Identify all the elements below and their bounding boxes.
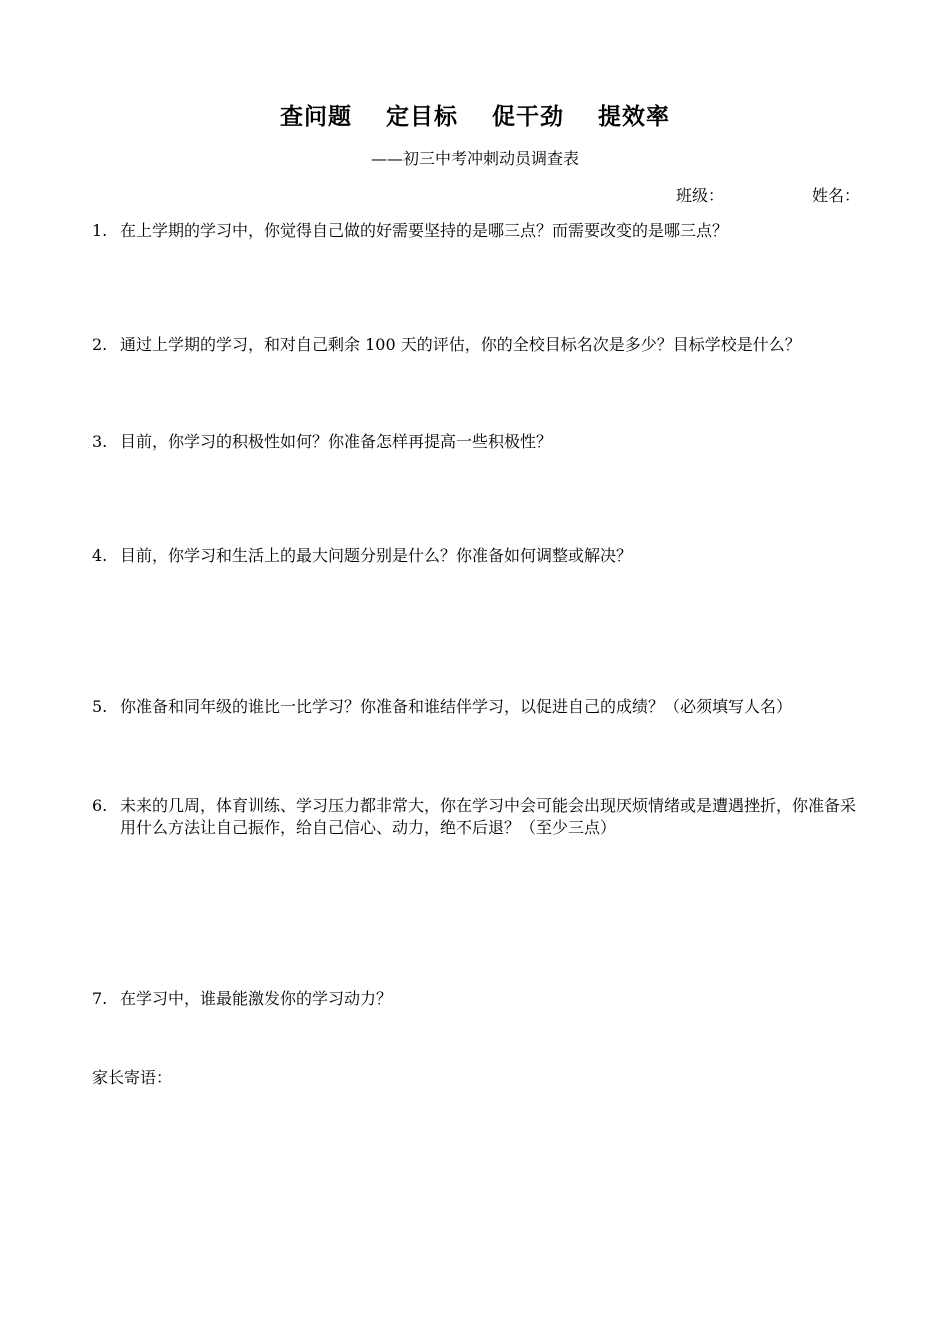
question-3: [92, 431, 862, 453]
title-part-2: 定目标: [386, 104, 458, 130]
student-info: [676, 183, 860, 206]
question-2: [92, 334, 862, 356]
question-1: [92, 220, 862, 242]
page-title: [0, 98, 950, 131]
question-number: 7.: [92, 989, 108, 1008]
parent-note-label: 家长寄语：: [92, 1068, 173, 1087]
question-number: 1.: [92, 221, 108, 240]
name-label: 姓名：: [811, 186, 860, 205]
question-text: 未来的几周，体育训练、学习压力都非常大，你在学习中会可能会出现厌烦情绪或是遭遇挫折，你准备采用什么方法让自己振作，给自己信心、动力，绝不后退？（至少三点）: [120, 796, 857, 837]
question-text: 目前，你学习和生活上的最大问题分别是什么？你准备如何调整或解决？: [120, 546, 633, 565]
question-text: 通过上学期的学习，和对自己剩余 100 天的评估，你的全校目标名次是多少？目标学校是什么？: [120, 335, 801, 354]
question-4: [92, 545, 862, 567]
class-label: 班级：: [675, 186, 724, 205]
title-part-1: 查问题: [280, 104, 352, 130]
question-text: 在上学期的学习中，你觉得自己做的好需要坚持的是哪三点？而需要改变的是哪三点？: [120, 221, 729, 240]
question-number: 3.: [92, 432, 108, 451]
question-number: 2.: [92, 335, 108, 354]
question-number: 6.: [92, 796, 108, 815]
question-number: 4.: [92, 546, 108, 565]
title-part-3: 促干劲: [492, 104, 564, 130]
title-part-4: 提效率: [598, 104, 670, 130]
question-number: 5.: [92, 697, 108, 716]
question-text: 在学习中，谁最能激发你的学习动力？: [120, 989, 393, 1008]
question-7: [92, 988, 862, 1010]
question-text: 目前，你学习的积极性如何？你准备怎样再提高一些积极性？: [120, 432, 553, 451]
question-5: [92, 696, 862, 718]
question-text: 你准备和同年级的谁比一比学习？你准备和谁结伴学习，以促进自己的成绩？（必须填写人名）: [120, 697, 793, 716]
question-6: [92, 795, 862, 839]
page-subtitle: ——初三中考冲刺动员调查表: [370, 149, 579, 168]
